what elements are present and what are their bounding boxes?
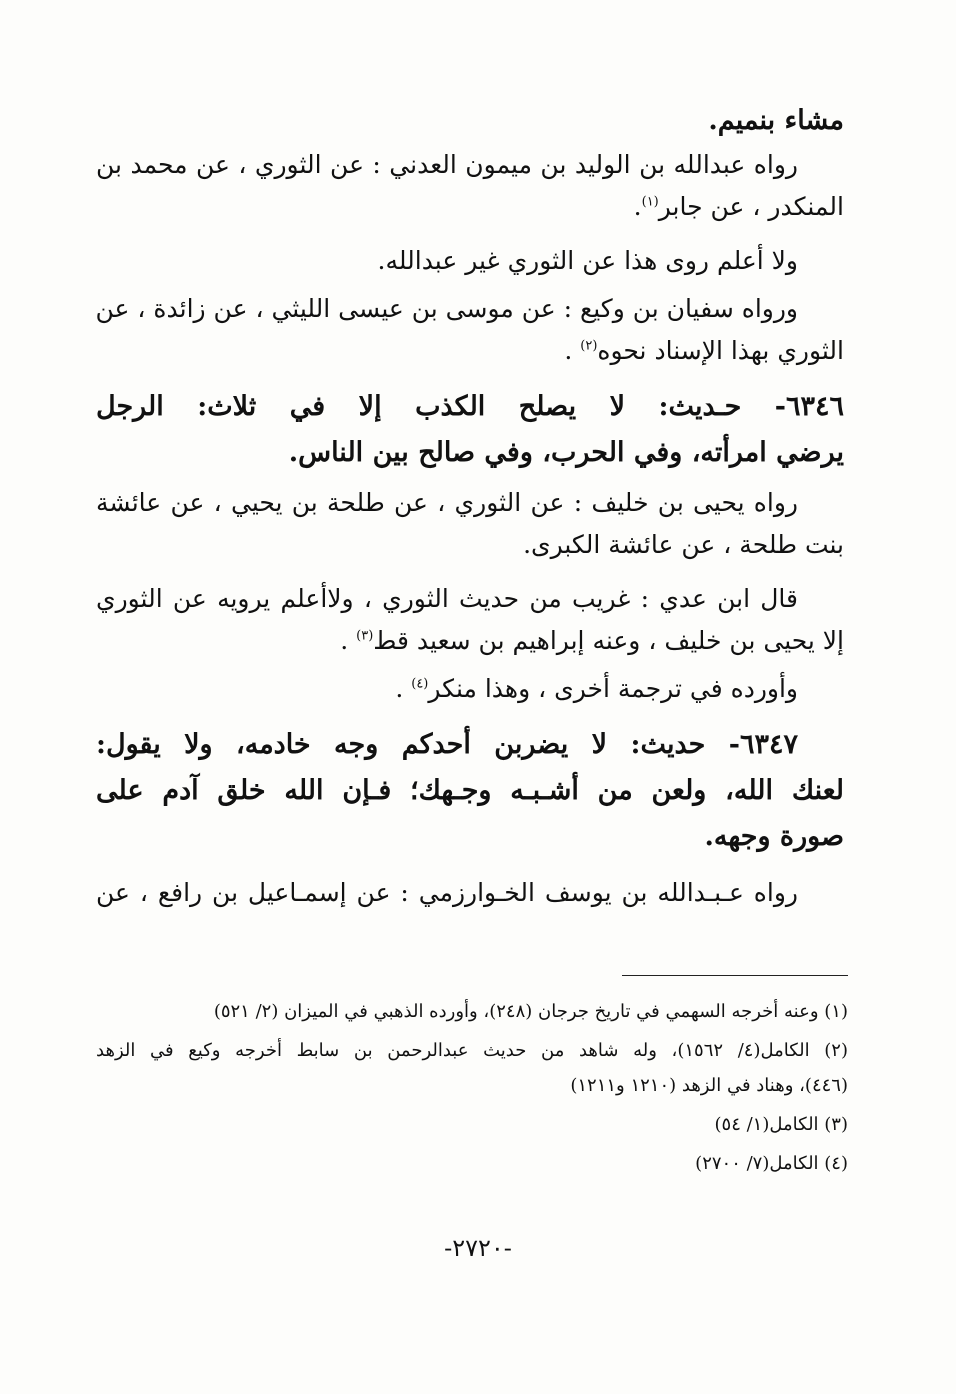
footnote-ref: (٤) — [411, 676, 429, 692]
paragraph-7: رواه عـبـدالله بن يوسف الخـوارزمي : عن إسمـاعيل بن رافع ، عن — [96, 878, 798, 907]
footnote-1: (١) وعنه أخرجه السهمي في تاريخ جرجان (٢٤٨)، وأورده الذهبي في الميزان (٢/ ٥٢١) — [213, 1001, 848, 1022]
text-run: وأورده في ترجمة أخرى ، وهذا منكر — [428, 674, 798, 703]
footnote-separator — [622, 975, 848, 976]
footnote-2: (٢) الكامل(٤/ ١٥٦٢)، وله شاهد من حديث عبدالرحمن بن سابط أخرجه وكيع في الزهد — [96, 1040, 848, 1061]
text-line: قال ابن عدي : غريب من حديث الثوري ، ولاأعلم يرويه عن الثوري — [96, 584, 798, 613]
hadith-6346 — [96, 384, 844, 476]
hadith-title: ٦٣٤٦- حـديث: لا يصلح الكذب إلا في ثلاث: الرجل — [96, 391, 844, 422]
hadith-continuation: مشاء بنميم. — [708, 105, 844, 136]
text-run: . — [633, 192, 642, 221]
text-run: الثوري بهذا الإسناد نحوه — [597, 336, 844, 365]
paragraph-6 — [96, 668, 844, 710]
text-line: رواه عبدالله بن الوليد بن ميمون العدني : عن الثوري ، عن محمد بن — [96, 150, 798, 179]
paragraph-4 — [96, 482, 844, 566]
paragraph-3 — [96, 288, 844, 372]
text-line: ورواه سفيان بن وكيع : عن موسى بن عيسى الليثي ، عن زائدة ، عن — [96, 294, 798, 323]
main-text — [96, 98, 844, 914]
text-run: . — [564, 336, 581, 365]
hadith-title: صورة وجهه. — [704, 821, 844, 852]
footnote-ref: (١) — [641, 194, 659, 210]
hadith-title: لعنك الله، ولعن من أشـبـه وجـهك؛ فـإن الله خلق آدم على — [96, 775, 844, 806]
hadith-6347 — [96, 722, 844, 860]
footnote-3: (٣) الكامل(١/ ٥٤) — [714, 1114, 848, 1135]
page-number: -٢٧٢٠- — [444, 1234, 512, 1262]
text-run: المنكدر ، عن جابر — [658, 192, 844, 221]
text-line: بنت طلحة ، عن عائشة الكبرى. — [523, 530, 844, 559]
text-line — [96, 620, 844, 662]
text-line — [96, 330, 844, 372]
text-run: إلا يحيى بن خليف ، وعنه إبراهيم بن سعيد قط — [373, 626, 844, 655]
paragraph-5 — [96, 578, 844, 662]
footnote-ref: (٢) — [580, 338, 598, 354]
paragraph-2: ولا أعلم روى هذا عن الثوري غير عبدالله. — [377, 246, 798, 275]
paragraph-1 — [96, 144, 844, 228]
hadith-title: ٦٣٤٧- حديث: لا يضربن أحدكم وجه خادمه، ولا يقول: — [96, 729, 798, 760]
hadith-title: يرضي امرأته، وفي الحرب، وفي صالح بين الناس. — [288, 437, 844, 468]
text-run: . — [395, 674, 412, 703]
footnote-2-continued: (٤٤٦)، وهناد في الزهد (١٢١٠ و١٢١١) — [570, 1075, 848, 1096]
footnote-4: (٤) الكامل(٧/ ٢٧٠٠) — [695, 1153, 848, 1174]
footnotes — [96, 996, 848, 1187]
text-line — [96, 186, 844, 228]
footnote-ref: (٣) — [356, 628, 374, 644]
text-run: . — [340, 626, 357, 655]
text-line: رواه يحيى بن خليف : عن الثوري ، عن طلحة بن يحيي ، عن عائشة — [96, 488, 798, 517]
